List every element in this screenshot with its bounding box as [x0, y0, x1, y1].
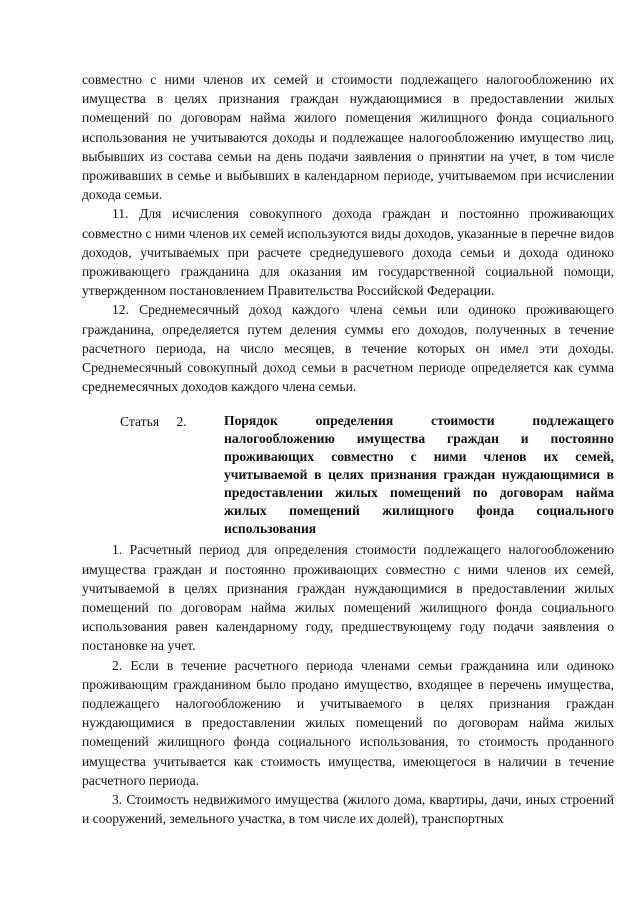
article-title: Порядок определения стоимости подлежащего налогообложению имущества граждан и постоянно проживающих совместно с ними членов их семей, учитываемой в целях признания граждан нуждающимися в предоставлении жилых помещений по договорам найма жилых помещений жилищного фонда социального использования	[224, 413, 614, 537]
paragraph-item-11: 11. Для исчисления совокупного дохода граждан и постоянно проживающих совместно с ними членов их семей используются виды доходов, указанные в перечне видов доходов, учитываемых при расчете среднедушевого дохода семьи и дохода одиноко проживающего гражданина для оказания им государственной социальной помощи, утвержденном постановлением Правительства Российской Федерации.	[82, 206, 614, 299]
paragraph-continuation: совместно с ними членов их семей и стоимости подлежащего налогообложению их имущества в целях признания граждан нуждающимися в предоставлении жилых помещений по договорам найма жилого помещения жилищного фонда социального использования не учитываются доходы и подлежащее налогообложению имущество лиц, выбывших из состава семьи на день подачи заявления о принятии на учет, в том числе проживавших в семье и выбывших в календарном периоде, учитываемом при исчислении дохода семьи.	[82, 72, 614, 203]
article-heading	[82, 412, 614, 538]
paragraph-item-12: 12. Среднемесячный доход каждого члена семьи или одиноко проживающего гражданина, определяется путем деления суммы его доходов, полученных в течение расчетного периода, на число месяцев, в течение которых он имел эти доходы. Среднемесячный совокупный доход семьи в расчетном периоде определяется как сумма среднемесячных доходов каждого члена семьи.	[82, 302, 614, 395]
paragraph-article-item-3: 3. Стоимость недвижимого имущества (жилого дома, квартиры, дачи, иных строений и сооружений, земельного участка, в том числе их долей), транспортных	[82, 792, 614, 827]
paragraph-article-item-1: 1. Расчетный период для определения стоимости подлежащего налогообложению имущества граждан и постоянно проживающих совместно с ними членов их семей, учитываемой в целях признания граждан нуждающимися в предоставлении жилых помещений по договорам найма жилых помещений жилищного фонда социального использования равен календарному году, предшествующему году подачи заявления о постановке на учет.	[82, 542, 614, 654]
paragraph-article-item-2: 2. Если в течение расчетного периода членами семьи гражданина или одиноко проживающим гражданином было продано имущество, входящее в перечень имущества, подлежащего налогообложению и учитываемого в целях признания граждан нуждающимися в предоставлении жилых помещений по договорам найма жилых помещений жилищного фонда социального использования, то стоимость проданного имущества учитывается как стоимость имущества, имеющегося в наличии в течение расчетного периода.	[82, 657, 614, 788]
article-label: Статья 2.	[120, 414, 187, 430]
